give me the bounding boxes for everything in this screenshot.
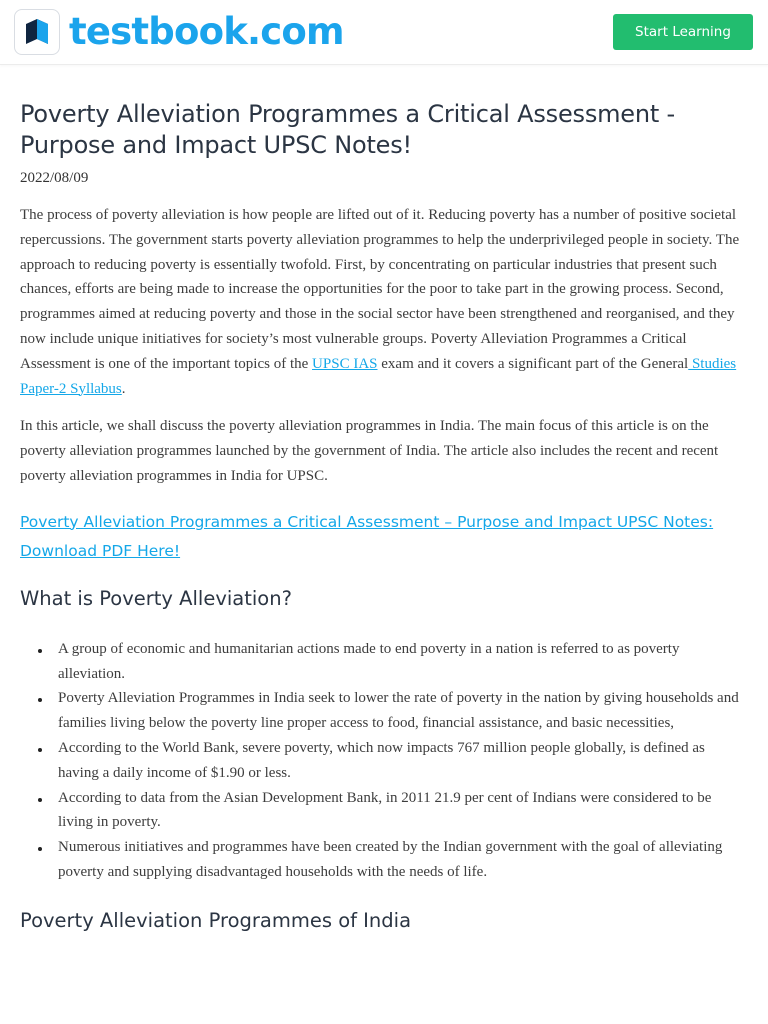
list-item-text: A group of economic and humanitarian actions made to end poverty in a nation is referred to as poverty alleviation.	[58, 640, 680, 682]
list-item-text: Numerous initiatives and programmes have been created by the Indian government with the goal of alleviating poverty and supplying disadvantaged households with the needs of life.	[58, 839, 723, 880]
article-paragraph: In this article, we shall discuss the poverty alleviation programmes in India. The main focus of this article is on the poverty alleviation programmes launched by the government of India. The article also includes the recent and recent poverty alleviation programmes in India for UPSC.	[20, 418, 719, 484]
list-item	[20, 686, 748, 736]
list-item-text: Poverty Alleviation Programmes in India seek to lower the rate of poverty in the nation by giving households and families living below the poverty line proper access to food, financial assistance, and basic necessities,	[58, 690, 739, 732]
bullet-list	[20, 637, 748, 885]
list-item-text: According to data from the Asian Development Bank, in 2011 21.9 per cent of Indians were considered to be living in poverty.	[58, 789, 712, 831]
article	[0, 99, 768, 932]
bullet-icon	[38, 798, 42, 802]
list-item-text: According to the World Bank, severe poverty, which now impacts 767 million people globally, is defined as having a daily income of $1.90 or less.	[58, 739, 705, 781]
list-item	[20, 736, 748, 786]
site-logo[interactable]	[14, 9, 344, 55]
article-title: Poverty Alleviation Programmes a Critical Assessment - Purpose and Impact UPSC Notes!	[20, 100, 675, 159]
bullet-icon	[38, 649, 42, 653]
testbook-logo-icon	[14, 9, 60, 55]
section-heading-programmes: Poverty Alleviation Programmes of India	[20, 908, 412, 932]
logo-text: testbook.com	[69, 10, 344, 53]
site-header	[0, 0, 768, 65]
syllabus-link[interactable]: Studies Paper-2 Syllabus	[20, 355, 737, 397]
bullet-icon	[38, 847, 42, 851]
download-pdf-link[interactable]: Poverty Alleviation Programmes a Critical Assessment – Purpose and Impact UPSC Notes: Download PDF Here!	[20, 512, 714, 560]
section-heading-what: What is Poverty Alleviation?	[20, 586, 292, 610]
publish-date: 2022/08/09	[20, 170, 89, 186]
list-item	[20, 835, 748, 885]
bullet-icon	[38, 698, 42, 702]
list-item	[20, 786, 748, 836]
list-item	[20, 637, 748, 687]
intro-text-mid: exam and it covers a significant part of the General	[377, 355, 689, 372]
intro-text: The process of poverty alleviation is how people are lifted out of it. Reducing poverty has a number of positive societal repercussions. The government starts poverty alleviation programmes to help the underprivileged people in society. The approach to reducing poverty is essentially twofold. First, by concentrating on particular industries that present such chances, efforts are being made to increase the opportunities for the poor to take part in the growing process. Second, programmes aimed at reducing poverty and those in the social sector have been strengthened and reorganised, and they now include unique initiatives for society’s most vulnerable groups. Poverty Alleviation Programmes a Critical Assessment is one of the important topics of the	[20, 207, 740, 372]
intro-paragraph	[20, 203, 748, 401]
bullet-icon	[38, 748, 42, 752]
upsc-ias-link[interactable]: UPSC IAS	[312, 355, 378, 372]
intro-text-end: .	[121, 380, 126, 397]
start-learning-button[interactable]: Start Learning	[613, 14, 753, 50]
